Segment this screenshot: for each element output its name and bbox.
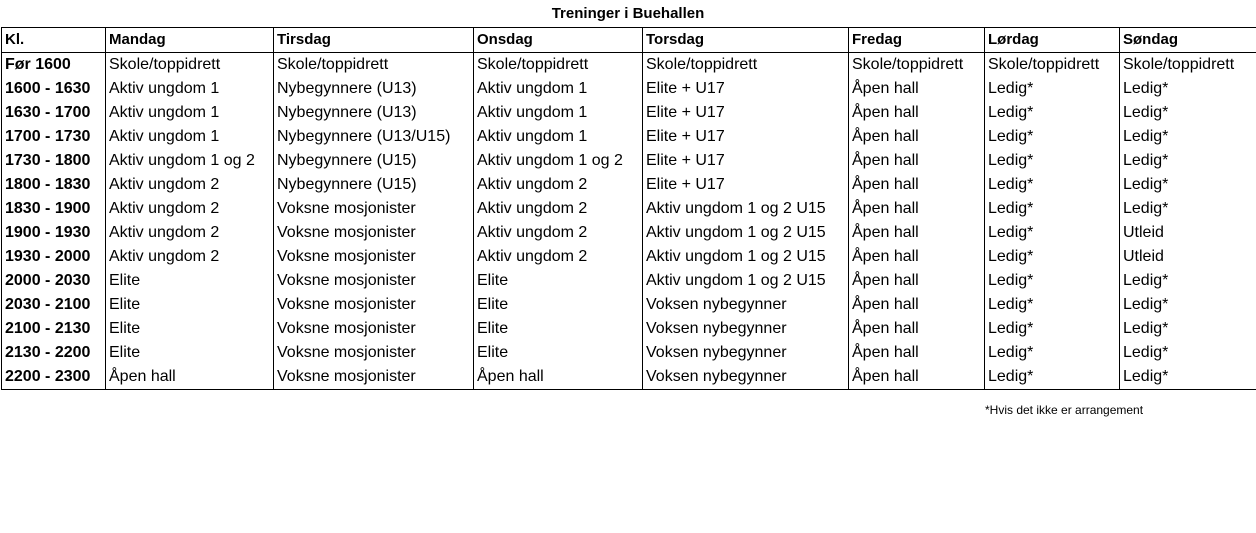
time-slot-cell[interactable]: 2100 - 2130	[2, 317, 106, 341]
cell-torsdag[interactable]: Aktiv ungdom 1 og 2 U15	[643, 221, 849, 245]
cell-mandag[interactable]: Åpen hall	[106, 365, 274, 390]
header-cell-onsdag[interactable]: Onsdag	[474, 28, 643, 53]
cell-onsdag[interactable]: Elite	[474, 293, 643, 317]
cell-fredag[interactable]: Åpen hall	[849, 365, 985, 390]
table-row	[2, 101, 1256, 125]
cell-fredag[interactable]: Åpen hall	[849, 245, 985, 269]
cell-fredag[interactable]: Åpen hall	[849, 197, 985, 221]
cell-mandag[interactable]: Elite	[106, 317, 274, 341]
time-slot-cell[interactable]: 1830 - 1900	[2, 197, 106, 221]
table-row	[2, 341, 1256, 365]
table-row	[2, 125, 1256, 149]
cell-lordag[interactable]: Ledig*	[985, 293, 1120, 317]
cell-tirsdag[interactable]: Nybegynnere (U13/U15)	[274, 125, 474, 149]
cell-mandag[interactable]: Elite	[106, 341, 274, 365]
cell-lordag[interactable]: Ledig*	[985, 317, 1120, 341]
cell-onsdag[interactable]: Aktiv ungdom 2	[474, 221, 643, 245]
cell-mandag[interactable]: Aktiv ungdom 1	[106, 101, 274, 125]
cell-lordag[interactable]: Ledig*	[985, 173, 1120, 197]
cell-lordag[interactable]: Ledig*	[985, 197, 1120, 221]
time-slot-cell[interactable]: 1930 - 2000	[2, 245, 106, 269]
table-row	[2, 149, 1256, 173]
table-row	[2, 293, 1256, 317]
cell-sondag[interactable]: Utleid	[1120, 221, 1256, 245]
cell-tirsdag[interactable]: Voksne mosjonister	[274, 197, 474, 221]
time-slot-cell[interactable]: 2030 - 2100	[2, 293, 106, 317]
cell-torsdag[interactable]: Aktiv ungdom 1 og 2 U15	[643, 269, 849, 293]
cell-tirsdag[interactable]: Voksne mosjonister	[274, 269, 474, 293]
cell-sondag[interactable]: Utleid	[1120, 245, 1256, 269]
cell-mandag[interactable]: Aktiv ungdom 1	[106, 77, 274, 101]
cell-tirsdag[interactable]: Skole/toppidrett	[274, 53, 474, 78]
cell-sondag[interactable]: Ledig*	[1120, 173, 1256, 197]
cell-mandag[interactable]: Aktiv ungdom 2	[106, 245, 274, 269]
time-slot-cell[interactable]: Før 1600	[2, 53, 106, 78]
cell-torsdag[interactable]: Voksen nybegynner	[643, 293, 849, 317]
time-slot-cell[interactable]: 1730 - 1800	[2, 149, 106, 173]
cell-onsdag[interactable]: Skole/toppidrett	[474, 53, 643, 78]
cell-torsdag[interactable]: Elite + U17	[643, 149, 849, 173]
header-cell-torsdag[interactable]: Torsdag	[643, 28, 849, 53]
cell-lordag[interactable]: Ledig*	[985, 77, 1120, 101]
cell-sondag[interactable]: Ledig*	[1120, 197, 1256, 221]
cell-sondag[interactable]: Ledig*	[1120, 293, 1256, 317]
cell-torsdag[interactable]: Voksen nybegynner	[643, 365, 849, 390]
time-slot-cell[interactable]: 1630 - 1700	[2, 101, 106, 125]
cell-sondag[interactable]: Skole/toppidrett	[1120, 53, 1256, 78]
cell-torsdag[interactable]: Aktiv ungdom 1 og 2 U15	[643, 197, 849, 221]
cell-torsdag[interactable]: Elite + U17	[643, 101, 849, 125]
cell-torsdag[interactable]: Elite + U17	[643, 125, 849, 149]
cell-lordag[interactable]: Ledig*	[985, 149, 1120, 173]
cell-tirsdag[interactable]: Voksne mosjonister	[274, 317, 474, 341]
cell-sondag[interactable]: Ledig*	[1120, 365, 1256, 390]
table-row	[2, 173, 1256, 197]
cell-onsdag[interactable]: Aktiv ungdom 2	[474, 173, 643, 197]
cell-torsdag[interactable]: Voksen nybegynner	[643, 341, 849, 365]
cell-onsdag[interactable]: Aktiv ungdom 1	[474, 125, 643, 149]
cell-fredag[interactable]: Åpen hall	[849, 173, 985, 197]
table-row	[2, 317, 1256, 341]
cell-tirsdag[interactable]: Nybegynnere (U13)	[274, 77, 474, 101]
cell-fredag[interactable]: Åpen hall	[849, 269, 985, 293]
header-cell-sondag[interactable]: Søndag	[1120, 28, 1256, 53]
cell-onsdag[interactable]: Aktiv ungdom 1	[474, 77, 643, 101]
cell-lordag[interactable]: Ledig*	[985, 101, 1120, 125]
cell-tirsdag[interactable]: Nybegynnere (U13)	[274, 101, 474, 125]
cell-tirsdag[interactable]: Nybegynnere (U15)	[274, 149, 474, 173]
cell-onsdag[interactable]: Aktiv ungdom 1 og 2	[474, 149, 643, 173]
table-row	[2, 365, 1256, 390]
time-slot-cell[interactable]: 2000 - 2030	[2, 269, 106, 293]
cell-sondag[interactable]: Ledig*	[1120, 77, 1256, 101]
cell-mandag[interactable]: Aktiv ungdom 1	[106, 125, 274, 149]
cell-tirsdag[interactable]: Nybegynnere (U15)	[274, 173, 474, 197]
cell-onsdag[interactable]: Aktiv ungdom 1	[474, 101, 643, 125]
time-slot-cell[interactable]: 1700 - 1730	[2, 125, 106, 149]
cell-sondag[interactable]: Ledig*	[1120, 101, 1256, 125]
cell-onsdag[interactable]: Elite	[474, 317, 643, 341]
table-row	[2, 53, 1256, 78]
cell-lordag[interactable]: Ledig*	[985, 221, 1120, 245]
cell-onsdag[interactable]: Åpen hall	[474, 365, 643, 390]
cell-sondag[interactable]: Ledig*	[1120, 269, 1256, 293]
cell-mandag[interactable]: Aktiv ungdom 2	[106, 173, 274, 197]
header-cell-time[interactable]: Kl.	[2, 28, 106, 53]
header-cell-tirsdag[interactable]: Tirsdag	[274, 28, 474, 53]
header-cell-fredag[interactable]: Fredag	[849, 28, 985, 53]
cell-lordag[interactable]: Ledig*	[985, 125, 1120, 149]
cell-lordag[interactable]: Skole/toppidrett	[985, 53, 1120, 78]
cell-onsdag[interactable]: Elite	[474, 269, 643, 293]
cell-lordag[interactable]: Ledig*	[985, 269, 1120, 293]
cell-mandag[interactable]: Skole/toppidrett	[106, 53, 274, 78]
cell-mandag[interactable]: Aktiv ungdom 2	[106, 197, 274, 221]
time-slot-cell[interactable]: 1800 - 1830	[2, 173, 106, 197]
cell-tirsdag[interactable]: Voksne mosjonister	[274, 341, 474, 365]
cell-fredag[interactable]: Åpen hall	[849, 317, 985, 341]
cell-fredag[interactable]: Åpen hall	[849, 101, 985, 125]
header-cell-lordag[interactable]: Lørdag	[985, 28, 1120, 53]
table-row	[2, 77, 1256, 101]
table-row	[2, 197, 1256, 221]
cell-sondag[interactable]: Ledig*	[1120, 149, 1256, 173]
time-slot-cell[interactable]: 1600 - 1630	[2, 77, 106, 101]
cell-lordag[interactable]: Ledig*	[985, 341, 1120, 365]
cell-mandag[interactable]: Aktiv ungdom 1 og 2	[106, 149, 274, 173]
time-slot-cell[interactable]: 1900 - 1930	[2, 221, 106, 245]
cell-onsdag[interactable]: Elite	[474, 341, 643, 365]
cell-sondag[interactable]: Ledig*	[1120, 317, 1256, 341]
cell-fredag[interactable]: Åpen hall	[849, 149, 985, 173]
cell-torsdag[interactable]: Aktiv ungdom 1 og 2 U15	[643, 245, 849, 269]
cell-tirsdag[interactable]: Voksne mosjonister	[274, 293, 474, 317]
cell-sondag[interactable]: Ledig*	[1120, 125, 1256, 149]
cell-tirsdag[interactable]: Voksne mosjonister	[274, 365, 474, 390]
footnote: *Hvis det ikke er arrangement	[985, 403, 1144, 417]
cell-mandag[interactable]: Elite	[106, 269, 274, 293]
table-row	[2, 245, 1256, 269]
cell-torsdag[interactable]: Elite + U17	[643, 77, 849, 101]
header-row	[2, 28, 1256, 53]
cell-fredag[interactable]: Åpen hall	[849, 77, 985, 101]
cell-sondag[interactable]: Ledig*	[1120, 341, 1256, 365]
cell-fredag[interactable]: Åpen hall	[849, 221, 985, 245]
time-slot-cell[interactable]: 2200 - 2300	[2, 365, 106, 390]
schedule-table	[1, 27, 1256, 390]
cell-tirsdag[interactable]: Voksne mosjonister	[274, 245, 474, 269]
cell-lordag[interactable]: Ledig*	[985, 245, 1120, 269]
cell-onsdag[interactable]: Aktiv ungdom 2	[474, 197, 643, 221]
cell-torsdag[interactable]: Elite + U17	[643, 173, 849, 197]
cell-lordag[interactable]: Ledig*	[985, 365, 1120, 390]
cell-mandag[interactable]: Aktiv ungdom 2	[106, 221, 274, 245]
cell-fredag[interactable]: Åpen hall	[849, 125, 985, 149]
cell-fredag[interactable]: Skole/toppidrett	[849, 53, 985, 78]
cell-onsdag[interactable]: Aktiv ungdom 2	[474, 245, 643, 269]
cell-torsdag[interactable]: Voksen nybegynner	[643, 317, 849, 341]
cell-fredag[interactable]: Åpen hall	[849, 293, 985, 317]
cell-mandag[interactable]: Elite	[106, 293, 274, 317]
cell-torsdag[interactable]: Skole/toppidrett	[643, 53, 849, 78]
cell-tirsdag[interactable]: Voksne mosjonister	[274, 221, 474, 245]
cell-fredag[interactable]: Åpen hall	[849, 341, 985, 365]
table-row	[2, 221, 1256, 245]
table-row	[2, 269, 1256, 293]
header-cell-mandag[interactable]: Mandag	[106, 28, 274, 53]
time-slot-cell[interactable]: 2130 - 2200	[2, 341, 106, 365]
sheet-title: Treninger i Buehallen	[551, 5, 705, 22]
